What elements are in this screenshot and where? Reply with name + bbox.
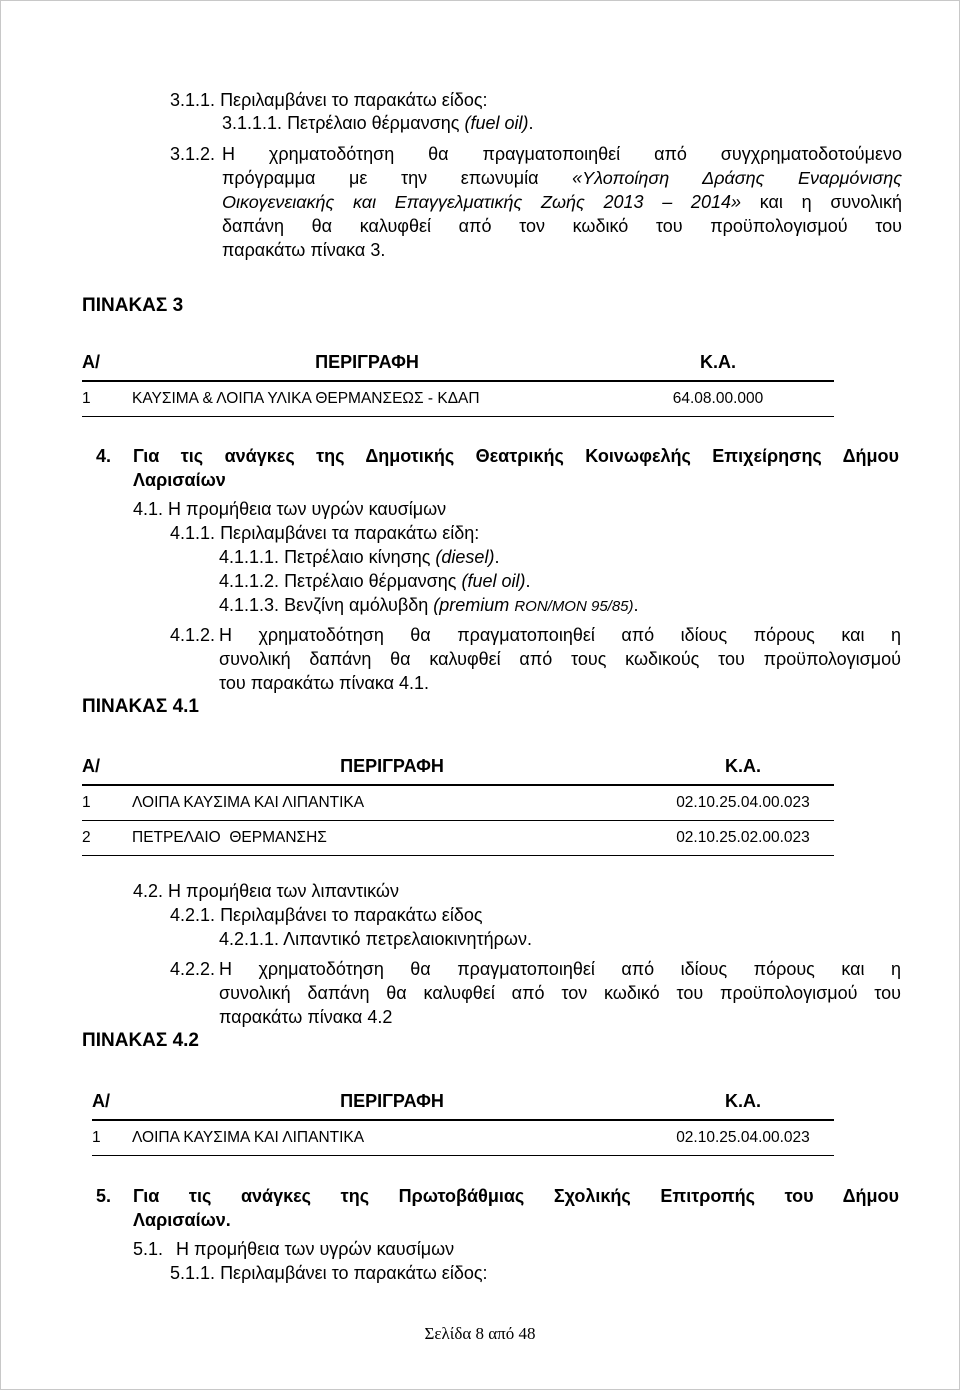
section-4-line1: Για τις ανάγκες της Δημοτικής Θεατρικής Κοινωφελής Επιχείρησης Δήμου (133, 446, 899, 466)
section-text-italic: (fuel oil) (464, 113, 529, 133)
section-4-2-1-1 (219, 927, 532, 951)
table-3-heading: ΠΙΝΑΚΑΣ 3 (82, 295, 184, 316)
section-text-end: . (633, 595, 639, 615)
section-4-2 (133, 879, 399, 903)
row-description: ΛΟΙΠΑ ΚΑΥΣΙΜΑ ΚΑΙ ΛΙΠΑΝΤΙΚΑ (132, 1120, 652, 1156)
section-3-1-1 (170, 88, 488, 112)
section-number: 3.1.1.1. (222, 113, 283, 133)
section-number: 4.1.1.3. (219, 595, 280, 615)
section-3-1-2-line1: Η χρηματοδότηση θα πραγματοποιηθεί από συγχρηματοδοτούμενο (222, 144, 902, 164)
section-number: 3.1.1. (170, 90, 216, 110)
section-3-1-2-number (170, 142, 215, 166)
section-4-1-1-3 (219, 593, 639, 619)
table-row (82, 381, 834, 417)
section-3-1-2-line5: παρακάτω πίνακα 3. (222, 240, 386, 260)
row-code: 02.10.25.04.00.023 (652, 1120, 834, 1156)
section-4-2-2-line1: Η χρηματοδότηση θα πραγματοποιηθεί από ιδίους πόρους και η (219, 959, 901, 979)
section-number: 4.1.1.1. (219, 547, 280, 567)
header-description: ΠΕΡΙΓΡΑΦΗ (132, 1084, 652, 1120)
section-3-1-2-line4: δαπάνη θα καλυφθεί από τον κωδικό του προϋπολογισμού του (222, 216, 902, 236)
section-5-number: 5. (96, 1186, 112, 1206)
section-4-1-2-line3: του παρακάτω πίνακα 4.1. (219, 673, 430, 693)
section-number: 3.1.2. (170, 144, 216, 164)
section-5-1 (133, 1237, 454, 1261)
section-text-end: . (525, 571, 531, 591)
section-5-1-1 (170, 1261, 488, 1285)
section-3-1-2-line3 (222, 190, 902, 214)
row-index: 1 (92, 1120, 132, 1156)
section-4-2-2-number: 4.2.2. (170, 959, 216, 979)
header-description: ΠΕΡΙΓΡΑΦΗ (132, 345, 602, 381)
row-index: 2 (82, 821, 132, 856)
section-text: Η προμήθεια των υγρών καυσίμων (168, 499, 447, 519)
header-code: Κ.Α. (652, 1084, 834, 1120)
table-4-1-heading: ΠΙΝΑΚΑΣ 4.1 (82, 696, 199, 717)
section-text: και η συνολική (741, 192, 902, 212)
table-4-1 (82, 749, 834, 856)
section-text: Πετρέλαιο κίνησης (284, 547, 436, 567)
section-4-1-1 (170, 521, 479, 545)
section-4-1-2-number: 4.1.2. (170, 625, 216, 645)
section-text: Πετρέλαιο θέρμανσης (284, 571, 462, 591)
section-5-line1: Για τις ανάγκες της Πρωτοβάθμιας Σχολικής Επιτροπής του Δήμου (133, 1186, 899, 1206)
section-text: Περιλαμβάνει το παρακάτω είδος (220, 905, 483, 925)
table-4-2 (92, 1084, 834, 1156)
section-number: 4.2. (133, 881, 164, 901)
section-number: 4.1. (133, 499, 164, 519)
section-3-1-2-line2 (222, 166, 902, 190)
row-description: ΚΑΥΣΙΜΑ & ΛΟΙΠΑ ΥΛΙΚΑ ΘΕΡΜΑΝΣΕΩΣ - ΚΔΑΠ (132, 381, 602, 417)
table-row (92, 1120, 834, 1156)
row-index: 1 (82, 381, 132, 417)
section-text: Λιπαντικό πετρελαιοκινητήρων. (283, 929, 532, 949)
header-code: Κ.Α. (652, 749, 834, 785)
section-number: 5.1.1. (170, 1263, 216, 1283)
section-text: Περιλαμβάνει το παρακάτω είδος: (220, 90, 488, 110)
section-number: 4.1.1. (170, 523, 216, 543)
section-text-italic: (fuel oil) (461, 571, 526, 591)
section-text: Βενζίνη αμόλυβδη (284, 595, 434, 615)
page-footer: Σελίδα 8 από 48 (424, 1324, 536, 1343)
section-4-line2: Λαρισαίων (133, 470, 226, 490)
row-code: 02.10.25.04.00.023 (652, 785, 834, 821)
section-text: πρόγραμμα με την επωνυμία (222, 168, 573, 188)
section-text: Η προμήθεια των λιπαντικών (168, 881, 399, 901)
section-number: 4.2.1. (170, 905, 216, 925)
section-5-line2: Λαρισαίων. (133, 1210, 231, 1230)
table-header-row (82, 749, 834, 785)
table-row (82, 821, 834, 856)
section-4-1-2-line1: Η χρηματοδότηση θα πραγματοποιηθεί από ιδίους πόρους και η (219, 625, 901, 645)
table-header-row (82, 345, 834, 381)
section-4-1-1-1 (219, 545, 499, 569)
table-3 (82, 345, 834, 417)
row-index: 1 (82, 785, 132, 821)
section-text: Περιλαμβάνει τα παρακάτω είδη: (220, 523, 480, 543)
table-4-2-heading: ΠΙΝΑΚΑΣ 4.2 (82, 1030, 199, 1051)
section-3-1-1-1 (222, 111, 534, 135)
row-code: 02.10.25.02.00.023 (652, 821, 834, 856)
section-text-small: RON/MON 95/85) (514, 598, 634, 615)
table-header-row (92, 1084, 834, 1120)
section-text-italic: (diesel) (435, 547, 495, 567)
section-text-italic: Οικογενειακής και Επαγγελματικής Ζωής 2013 – 2014» (222, 192, 741, 212)
section-4-2-1 (170, 903, 483, 927)
header-description: ΠΕΡΙΓΡΑΦΗ (132, 749, 652, 785)
section-text-italic: «Υλοποίηση Δράσης Εναρμόνισης (572, 168, 902, 188)
section-number: 5.1. (133, 1239, 164, 1259)
section-text: Περιλαμβάνει το παρακάτω είδος: (220, 1263, 488, 1283)
table-row (82, 785, 834, 821)
section-4-2-2-line3: παρακάτω πίνακα 4.2 (219, 1007, 393, 1027)
header-index: Α/ (82, 749, 132, 785)
section-number: 4.2.1.1. (219, 929, 280, 949)
section-number: 4.1.1.2. (219, 571, 280, 591)
header-code: Κ.Α. (602, 345, 834, 381)
section-text-italic: (premium (433, 595, 515, 615)
section-4-2-2-line2: συνολική δαπάνη θα καλυφθεί από τον κωδικό του προϋπολογισμού του (219, 983, 901, 1003)
section-text-end: . (494, 547, 500, 567)
section-text-end: . (528, 113, 534, 133)
header-index: Α/ (92, 1084, 132, 1120)
section-text: Η προμήθεια των υγρών καυσίμων (176, 1239, 455, 1259)
row-description: ΠΕΤΡΕΛΑΙΟ ΘΕΡΜΑΝΣΗΣ (132, 821, 652, 856)
section-4-number: 4. (96, 446, 112, 466)
row-description: ΛΟΙΠΑ ΚΑΥΣΙΜΑ ΚΑΙ ΛΙΠΑΝΤΙΚΑ (132, 785, 652, 821)
section-4-1-2-line2: συνολική δαπάνη θα καλυφθεί από τους κωδικούς του προϋπολογισμού (219, 649, 901, 669)
row-code: 64.08.00.000 (602, 381, 834, 417)
section-4-1 (133, 497, 446, 521)
section-text: Πετρέλαιο θέρμανσης (287, 113, 465, 133)
section-4-1-1-2 (219, 569, 531, 593)
header-index: Α/ (82, 345, 132, 381)
